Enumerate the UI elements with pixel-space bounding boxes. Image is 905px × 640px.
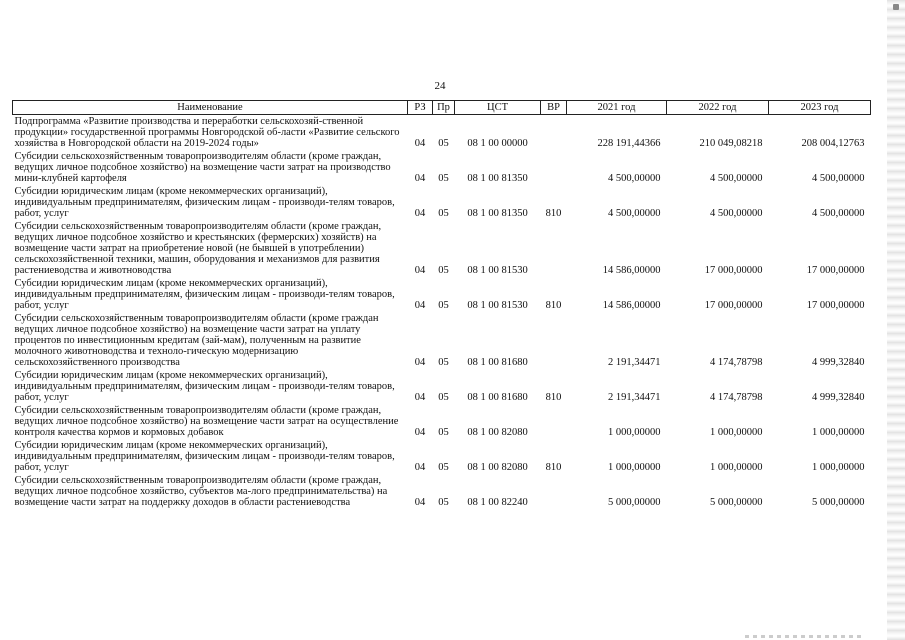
row-pr: 05 (438, 173, 449, 184)
row-rz: 04 (414, 462, 426, 473)
table-row (13, 185, 871, 220)
header-name: Наименование (13, 101, 408, 115)
row-2021: 5 000,00000 (608, 497, 661, 508)
header-2022: 2022 год (667, 101, 769, 115)
row-name: Субсидии сельскохозяйственным товаропроизводителям области (кроме граждан, ведущих личное подсобное хозяйство) на возмещение части затрат на производство мини-клубней картофеля (14, 151, 391, 184)
row-cst: 08 1 00 82240 (467, 497, 528, 508)
row-cst: 08 1 00 81530 (467, 300, 528, 311)
row-name: Подпрограмма «Развитие производства и переработки сельскохозяй-ственной продукции» государственной программы Новгородской об-ласти «Развитие сельского хозяйства в Новгородской области на 2019-2024 годы» (14, 116, 400, 149)
table-row (13, 150, 871, 185)
row-2021: 2 191,34471 (608, 392, 661, 403)
row-vr (541, 474, 567, 509)
row-vr (541, 312, 567, 369)
row-2022: 4 174,78798 (710, 357, 763, 368)
header-rz: РЗ (408, 101, 433, 115)
row-2022: 210 049,08218 (699, 138, 763, 149)
header-pr: Пр (433, 101, 455, 115)
row-rz: 04 (414, 300, 426, 311)
row-pr: 05 (438, 357, 449, 368)
row-2023: 17 000,00000 (806, 265, 865, 276)
scan-mark-artifact (893, 4, 899, 10)
row-name: Субсидии сельскохозяйственным товаропроизводителям области (кроме граждан, ведущих личное подсобное хозяйство и крестьянских (фермерских) хозяйств) на возмещение части затрат на приобретение новой (не бывшей в употреблении) сельскохозяйственной техники, машин, оборудования и механизмов для развития растениеводства и животноводства (14, 221, 382, 276)
row-2021: 4 500,00000 (608, 173, 661, 184)
row-name: Субсидии юридическим лицам (кроме некоммерческих организаций), индивидуальным предпринимателям, физическим лицам - производи-телям товаров, работ, услуг (14, 186, 395, 219)
row-2023: 4 999,32840 (812, 392, 865, 403)
row-name: Субсидии сельскохозяйственным товаропроизводителям области (кроме граждан, ведущих личное подсобное хозяйство) на возмещение части затрат на осуществление контроля качества кормов и кормовых добавок (14, 405, 399, 438)
scan-edge-artifact (887, 0, 905, 640)
row-rz: 04 (414, 138, 426, 149)
row-rz: 04 (414, 357, 426, 368)
row-pr: 05 (438, 427, 449, 438)
page-number: 24 (434, 80, 446, 92)
row-2021: 4 500,00000 (608, 208, 661, 219)
row-2023: 5 000,00000 (812, 497, 865, 508)
row-cst: 08 1 00 81530 (467, 265, 528, 276)
row-2021: 1 000,00000 (608, 427, 661, 438)
table-row (13, 115, 871, 151)
row-vr (541, 404, 567, 439)
row-vr: 810 (545, 462, 562, 473)
row-rz: 04 (414, 265, 426, 276)
row-2022: 4 174,78798 (710, 392, 763, 403)
row-2022: 17 000,00000 (704, 300, 763, 311)
row-pr: 05 (438, 138, 449, 149)
row-2022: 1 000,00000 (710, 462, 763, 473)
row-pr: 05 (438, 300, 449, 311)
row-cst: 08 1 00 81680 (467, 392, 528, 403)
row-rz: 04 (414, 427, 426, 438)
row-2023: 4 500,00000 (812, 173, 865, 184)
row-2023: 4 999,32840 (812, 357, 865, 368)
row-2022: 4 500,00000 (710, 208, 763, 219)
row-2022: 17 000,00000 (704, 265, 763, 276)
row-2021: 228 191,44366 (597, 138, 661, 149)
row-name: Субсидии сельскохозяйственным товаропроизводителям области (кроме граждан ведущих личное подсобное хозяйство) на возмещение части затрат на уплату процентов по инвестиционным кредитам (зай-мам), полученным на развитие молочного животноводства и техноло-гическую модернизацию сельскохозяйственного производства (14, 313, 379, 368)
row-2022: 4 500,00000 (710, 173, 763, 184)
header-2023: 2023 год (769, 101, 871, 115)
row-vr (541, 150, 567, 185)
row-2023: 4 500,00000 (812, 208, 865, 219)
row-2021: 14 586,00000 (602, 265, 661, 276)
row-rz: 04 (414, 208, 426, 219)
row-name: Субсидии юридическим лицам (кроме некоммерческих организаций), индивидуальным предпринимателям, физическим лицам - производи-телям товаров, работ, услуг (14, 278, 395, 311)
row-name: Субсидии юридическим лицам (кроме некоммерческих организаций), индивидуальным предпринимателям, физическим лицам - производи-телям товаров, работ, услуг (14, 370, 395, 403)
row-cst: 08 1 00 81350 (467, 173, 528, 184)
row-vr (541, 115, 567, 151)
row-pr: 05 (438, 392, 449, 403)
row-2022: 5 000,00000 (710, 497, 763, 508)
row-vr: 810 (545, 300, 562, 311)
row-pr: 05 (438, 265, 449, 276)
header-vr: ВР (541, 101, 567, 115)
row-cst: 08 1 00 00000 (467, 138, 528, 149)
row-2023: 208 004,12763 (801, 138, 865, 149)
row-pr: 05 (438, 462, 449, 473)
table-row (13, 277, 871, 312)
table-row (13, 312, 871, 369)
row-rz: 04 (414, 173, 426, 184)
row-cst: 08 1 00 82080 (467, 427, 528, 438)
table-row (13, 369, 871, 404)
row-2021: 1 000,00000 (608, 462, 661, 473)
table-row (13, 474, 871, 509)
row-vr: 810 (545, 392, 562, 403)
row-2022: 1 000,00000 (710, 427, 763, 438)
table-header-row (13, 101, 871, 115)
row-vr (541, 220, 567, 277)
row-cst: 08 1 00 81350 (467, 208, 528, 219)
row-name: Субсидии юридическим лицам (кроме некоммерческих организаций), индивидуальным предпринимателям, физическим лицам - производи-телям товаров, работ, услуг (14, 440, 395, 473)
row-name: Субсидии сельскохозяйственным товаропроизводителям области (кроме граждан, ведущих личное подсобное хозяйство, субъектов ма-лого предпринимательства) на возмещение части затрат на поддержку доходов в области растениеводства (14, 475, 388, 508)
row-2021: 14 586,00000 (602, 300, 661, 311)
header-cst: ЦСТ (455, 101, 541, 115)
row-vr: 810 (545, 208, 562, 219)
header-2021: 2021 год (567, 101, 667, 115)
table-row (13, 220, 871, 277)
table-row (13, 404, 871, 439)
row-2023: 17 000,00000 (806, 300, 865, 311)
row-cst: 08 1 00 81680 (467, 357, 528, 368)
row-pr: 05 (438, 497, 449, 508)
row-2023: 1 000,00000 (812, 462, 865, 473)
row-rz: 04 (414, 392, 426, 403)
row-rz: 04 (414, 497, 426, 508)
scan-smudge-artifact (745, 635, 865, 638)
row-cst: 08 1 00 82080 (467, 462, 528, 473)
row-2021: 2 191,34471 (608, 357, 661, 368)
row-pr: 05 (438, 208, 449, 219)
budget-table (12, 100, 871, 509)
row-2023: 1 000,00000 (812, 427, 865, 438)
table-row (13, 439, 871, 474)
